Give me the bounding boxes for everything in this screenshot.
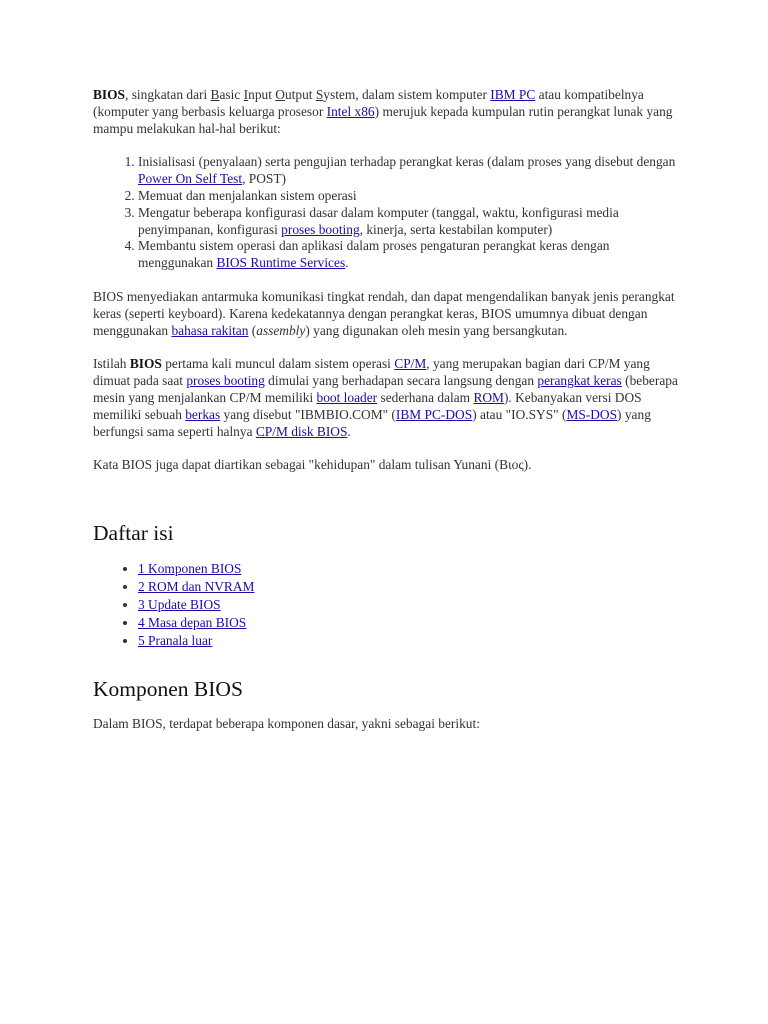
list-item: 4. Membantu sistem operasi dan aplikasi dalam proses pengaturan perangkat keras dengan menggunakan BIOS Runtime Services. [138,238,683,272]
toc-item [138,614,683,632]
link-perangkat-keras[interactable]: perangkat keras [537,373,622,389]
toc-link-rom-nvram[interactable]: 2 ROM dan NVRAM [138,579,255,595]
toc-link-update-bios[interactable]: 3 Update BIOS [138,597,221,613]
list-item: 1. Inisialisasi (penyalaan) serta pengujian terhadap perangkat keras (dalam proses yang disebut dengan Power On Self Test, POST) [138,154,683,188]
paragraph-etymology: Kata BIOS juga dapat diartikan sebagai "kehidupan" dalam tulisan Yunani (Βιος). [93,457,532,473]
link-ms-dos[interactable]: MS-DOS [566,406,618,422]
section-paragraph: Dalam BIOS, terdapat beberapa komponen dasar, yakni sebagai berikut: [93,716,480,732]
acronym-letter-o: O [275,87,285,102]
toc-item [138,632,683,650]
toc-heading: Daftar isi [93,521,174,546]
toc-item [138,560,683,578]
bios-term: BIOS [93,87,126,102]
acronym-letter-i: I [243,87,249,102]
assembly-term: assembly [256,322,306,338]
toc-link-komponen-bios[interactable]: 1 Komponen BIOS [138,561,242,577]
paragraph-history: Istilah BIOS pertama kali muncul dalam sistem operasi CP/M, yang merupakan bagian dari CP/M yang dimuat pada saat proses booting dimulai yang berhadapan secara langsung dengan perangkat keras (beberapa mesin yang menjalankan CP/M memiliki boot loader sederhana dalam ROM). Kebanyakan versi DOS memiliki sebuah berkas yang disebut "IBMBIO.COM" (IBM PC-DOS) atau "IO.SYS" (MS-DOS) yang berfungsi sama seperti halnya CP/M disk BIOS. [93,356,678,439]
list-item: 3. Mengatur beberapa konfigurasi dasar dalam komputer (tanggal, waktu, konfigurasi media penyimpanan, konfigurasi proses booting, kinerja, serta kestabilan komputer) [138,205,683,239]
acronym-letter-s: S [315,87,324,102]
intro-paragraph: BIOS, singkatan dari Basic Input Output System, dalam sistem komputer IBM PC atau kompatibelnya (komputer yang berbasis keluarga prosesor Intel x86) merujuk kepada kumpulan rutin perangkat lunak yang mampu melakukan hal-hal berikut: [93,87,673,136]
link-ibm-pc-dos[interactable]: IBM PC-DOS [395,406,473,422]
link-proses-booting[interactable]: proses booting [186,373,265,389]
bios-functions-list [93,154,683,272]
document-body [93,87,683,733]
list-item: 2. Memuat dan menjalankan sistem operasi [138,188,683,205]
table-of-contents [93,560,683,650]
link-cpm-disk-bios[interactable]: CP/M disk BIOS [255,423,348,439]
link-intel-x86[interactable]: Intel x86 [326,103,375,119]
link-proses-booting[interactable]: proses booting [281,221,360,237]
link-bios-runtime-services[interactable]: BIOS Runtime Services [216,255,346,271]
link-power-on-self-test[interactable]: Power On Self Test [138,171,243,187]
link-cpm[interactable]: CP/M [394,356,427,372]
section-heading-komponen: Komponen BIOS [93,677,243,702]
link-rom[interactable]: ROM [473,389,504,405]
link-boot-loader[interactable]: boot loader [316,389,378,405]
toc-item [138,596,683,614]
paragraph-interface: BIOS menyediakan antarmuka komunikasi tingkat rendah, dan dapat mengendalikan banyak jenis perangkat keras (seperti keyboard). Karena kedekatannya dengan perangkat keras, BIOS umumnya dibuat dengan menggunakan bahasa rakitan (assembly) yang digunakan oleh mesin yang bersangkutan. [93,288,675,338]
link-berkas[interactable]: berkas [185,406,221,422]
link-ibm-pc[interactable]: IBM PC [490,87,536,102]
toc-item [138,578,683,596]
acronym-letter-b: B [210,87,220,102]
toc-link-pranala-luar[interactable]: 5 Pranala luar [138,633,213,649]
bios-term: BIOS [129,356,162,372]
toc-link-masa-depan-bios[interactable]: 4 Masa depan BIOS [138,615,247,631]
link-bahasa-rakitan[interactable]: bahasa rakitan [171,322,249,338]
